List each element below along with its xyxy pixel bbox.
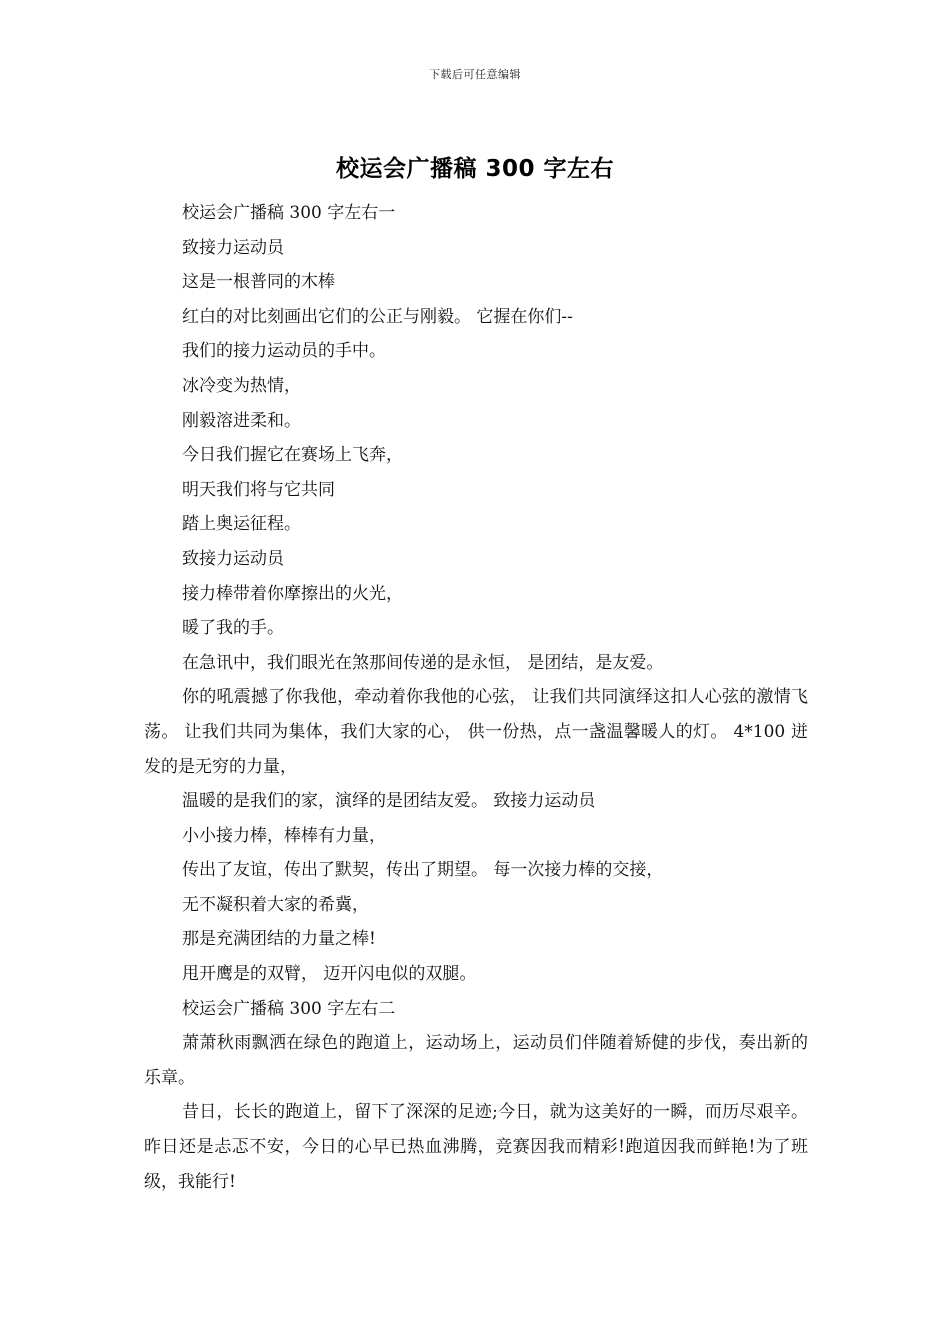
paragraph: 温暖的是我们的家，演绎的是团结友爱。 致接力运动员 bbox=[182, 791, 596, 812]
paragraph: 致接力运动员 bbox=[182, 237, 284, 258]
paragraph: 萧萧秋雨飘洒在绿色的跑道上，运动场上，运动员们伴随着矫健的步伐，奏出新的乐章。 bbox=[144, 1033, 808, 1088]
paragraph: 刚毅溶进柔和。 bbox=[182, 410, 301, 431]
paragraph: 在急讯中，我们眼光在煞那间传递的是永恒， 是团结，是友爱。 bbox=[182, 652, 664, 673]
paragraph: 这是一根普同的木棒 bbox=[182, 272, 335, 293]
paragraph: 致接力运动员 bbox=[182, 548, 284, 569]
paragraph: 传出了友谊，传出了默契，传出了期望。 每一次接力棒的交接， bbox=[182, 860, 664, 881]
paragraph: 你的吼震撼了你我他，牵动着你我他的心弦， 让我们共同演绎这扣人心弦的激情飞荡。 让我们共同为集体，我们大家的心， 供一份热，点一盏温馨暖人的灯。 4*100 迸发的是无穷的力量， bbox=[144, 687, 808, 777]
paragraph: 今日我们握它在赛场上飞奔， bbox=[182, 445, 403, 466]
paragraph: 那是充满团结的力量之棒! bbox=[182, 929, 376, 950]
paragraph: 无不凝积着大家的希冀， bbox=[182, 894, 369, 915]
paragraph: 我们的接力运动员的手中。 bbox=[182, 341, 386, 362]
paragraph: 甩开鹰是的双臂， 迈开闪电似的双腿。 bbox=[182, 964, 477, 985]
paragraph: 暖了我的手。 bbox=[182, 618, 284, 639]
document-body bbox=[144, 196, 808, 1199]
header-note: 下载后可任意编辑 bbox=[429, 68, 521, 81]
paragraph: 冰冷变为热情， bbox=[182, 375, 301, 396]
paragraph: 小小接力棒，棒棒有力量， bbox=[182, 825, 386, 846]
paragraph: 明天我们将与它共同 bbox=[182, 479, 335, 500]
paragraph: 踏上奥运征程。 bbox=[182, 514, 301, 535]
document-title: 校运会广播稿 300 字左右 bbox=[335, 156, 615, 182]
paragraph: 校运会广播稿 300 字左右一 bbox=[182, 203, 396, 223]
paragraph: 昔日，长长的跑道上，留下了深深的足迹;今日，就为这美好的一瞬，而历尽艰辛。昨日还是忐忑不安，今日的心早已热血沸腾，竞赛因我而精彩!跑道因我而鲜艳!为了班级，我能行! bbox=[144, 1102, 808, 1192]
paragraph: 接力棒带着你摩擦出的火光， bbox=[182, 583, 403, 604]
paragraph: 红白的对比刻画出它们的公正与刚毅。 它握在你们-- bbox=[182, 306, 573, 327]
paragraph: 校运会广播稿 300 字左右二 bbox=[182, 998, 396, 1019]
